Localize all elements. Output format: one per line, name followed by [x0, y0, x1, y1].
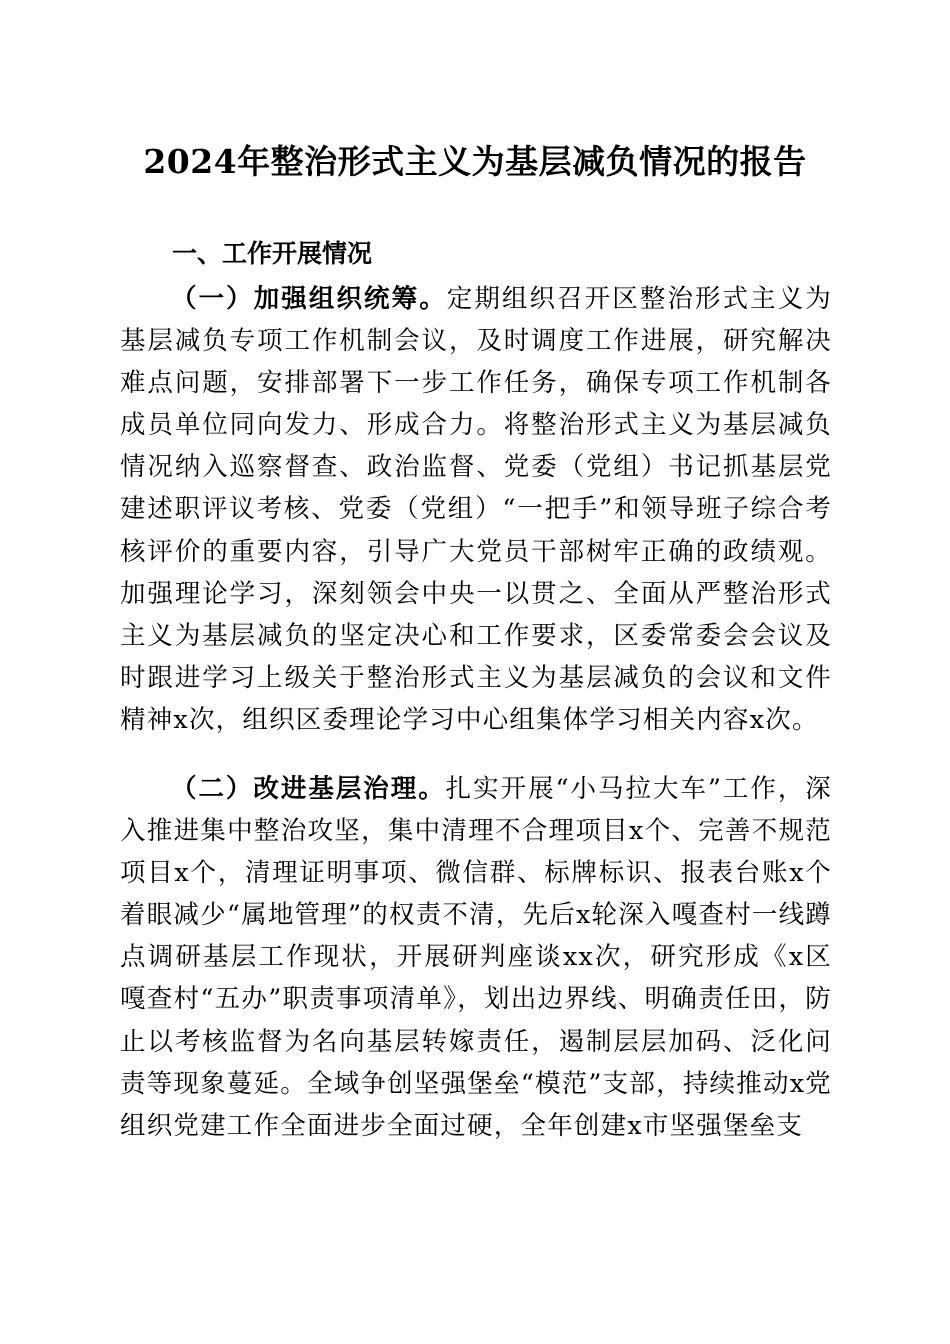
paragraph-2	[120, 768, 832, 1147]
paragraph-1-lead: （一）加强组织统筹。	[171, 284, 447, 314]
document-title: 2024年整治形式主义为基层减负情况的报告	[143, 142, 807, 181]
paragraph-2-lead: （二）改进基层治理。	[171, 774, 446, 804]
paragraph-1	[120, 278, 832, 741]
paragraph-1-body: 定期组织召开区整治形式主义为基层减负专项工作机制会议，及时调度工作进展，研究解决难点问题，安排部署下一步工作任务，确保专项工作机制各成员单位同向发力、形成合力。将整治形式主义为基层减负情况纳入巡察督查、政治监督、党委（党组）书记抓基层党建述职评议考核、党委（党组）“一把手”和领导班子综合考核评价的重要内容，引导广大党员干部树牢正确的政绩观。加强理论学习，深刻领会中央一以贯之、全面从严整治形式主义为基层减负的坚定决心和工作要求，区委常委会会议及时跟进学习上级关于整治形式主义为基层减负的会议和文件精神x次，组织区委理论学习中心组集体学习相关内容x次。	[120, 284, 832, 735]
section-heading: 一、工作开展情况	[172, 239, 373, 268]
paragraph-2-body: 扎实开展“小马拉大车”工作，深入推进集中整治攻坚，集中清理不合理项目x个、完善不规范项目x个，清理证明事项、微信群、标牌标识、报表台账x个着眼减少“属地管理”的权责不清，先后x轮深入嘎查村一线蹲点调研基层工作现状，开展研判座谈xx次，研究形成《x区嘎查村“五办”职责事项清单》，划出边界线、明确责任田，防止以考核监督为名向基层转嫁责任，遏制层层加码、泛化问责等现象蔓延。全域争创坚强堡垒“模范”支部，持续推动x党组织党建工作全面进步全面过硬，全年创建x市坚强堡垒支	[120, 774, 832, 1141]
